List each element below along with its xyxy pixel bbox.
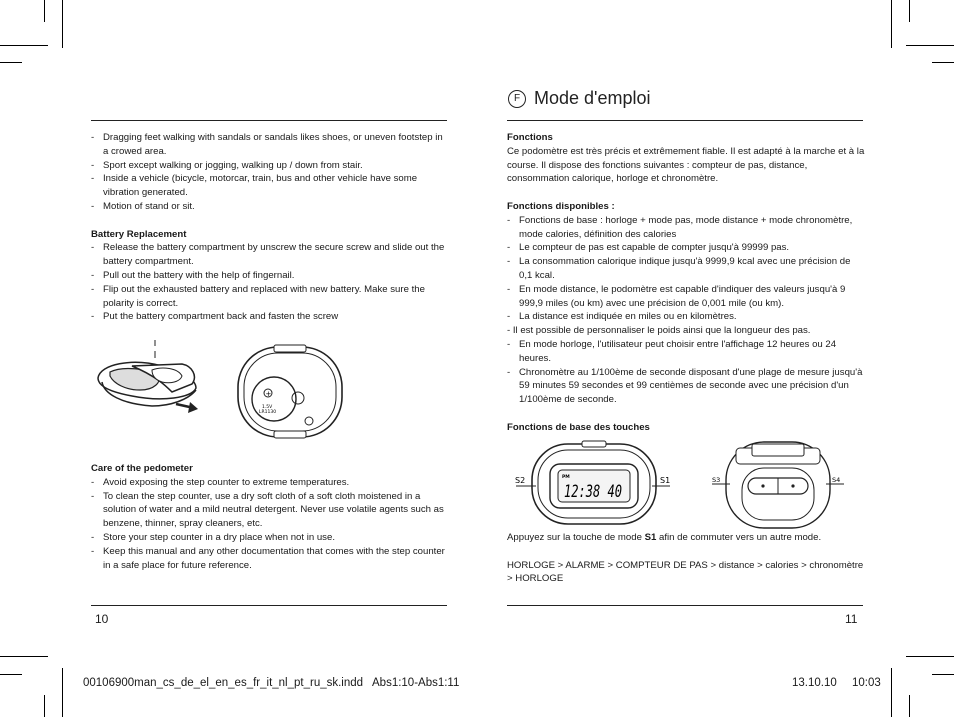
functions-text: Ce podomètre est très précis et extrêmement fiable. Il est adapté à la marche et à la course. Il dispose des fonctions suivantes : compteur de pas, distance, consommation calorique, horloge et chronomètre. xyxy=(507,145,865,185)
list-item: - Fonctions de base : horloge + mode pas, mode distance + mode chronomètre, mode calories, définition des calories xyxy=(507,214,853,240)
label-s4: S4 xyxy=(832,476,841,484)
crop-mark xyxy=(0,62,22,63)
crop-mark xyxy=(891,668,892,717)
list-item: - Dragging feet walking with sandals or sandals likes shoes, or uneven footstep in a crowed area. xyxy=(91,132,443,157)
language-badge: F xyxy=(508,90,526,108)
mode-sequence: HORLOGE > ALARME > COMPTEUR DE PAS > distance > calories > chronomètre > HORLOGE xyxy=(507,559,864,585)
left-column-care xyxy=(91,462,447,572)
crop-mark xyxy=(0,45,48,46)
display-time: 12:38 40 xyxy=(564,482,622,502)
crop-mark xyxy=(932,674,954,675)
crop-mark xyxy=(909,695,910,717)
battery-compartment-illustration xyxy=(92,336,207,416)
right-page-number: 11 xyxy=(845,612,858,626)
list-item: - To clean the step counter, use a dry soft cloth of a soft cloth moistened in a solution of water and a mild neutral detergent. Never use volatile agents such as benzene, thinner, spray cleaners, etc. xyxy=(91,490,444,530)
right-column-bottom xyxy=(507,531,865,586)
list-item: - Keep this manual and any other documentation that comes with the step counter in a safe place for future reference. xyxy=(91,545,445,571)
available-heading: Fonctions disponibles : xyxy=(507,200,615,212)
svg-text:+: + xyxy=(265,390,272,398)
device-side-illustration xyxy=(708,438,848,532)
right-top-rule xyxy=(507,120,863,121)
list-item: - Chronomètre au 1/100ème de seconde disposant d'une plage de mesure jusqu'à 59 minutes 59 secondes et 99 centièmes de seconde avec une précision d'un 1/100ème de seconde. xyxy=(507,366,863,406)
crop-mark xyxy=(891,0,892,48)
label-s3: S3 xyxy=(712,476,721,484)
label-s2: S2 xyxy=(515,476,526,485)
section-title xyxy=(508,88,651,109)
crop-mark xyxy=(44,695,45,717)
crop-mark xyxy=(0,656,48,657)
functions-heading: Fonctions xyxy=(507,132,553,143)
list-item: - Flip out the exhausted battery and replaced with new battery. Make sure the polarity is correct. xyxy=(91,283,425,309)
left-bottom-rule xyxy=(91,605,447,606)
crop-mark xyxy=(906,45,954,46)
list-item: - Le compteur de pas est capable de compter jusqu'à 99999 pas. xyxy=(507,242,790,254)
page-title: Mode d'emploi xyxy=(534,88,651,108)
list-item: - Put the battery compartment back and fasten the screw xyxy=(91,311,339,323)
list-item: - Pull out the battery with the help of fingernail. xyxy=(91,269,295,281)
list-item: - Release the battery compartment by unscrew the secure screw and slide out the battery compartment. xyxy=(91,242,445,268)
crop-mark xyxy=(0,674,22,675)
right-column-top xyxy=(507,131,865,435)
crop-mark xyxy=(909,0,910,22)
right-bottom-rule xyxy=(507,605,863,606)
mode-instruction: Appuyez sur la touche de mode S1 afin de commuter vers un autre mode. xyxy=(507,532,822,543)
crop-mark xyxy=(62,0,63,48)
display-indicator: PM xyxy=(562,475,570,480)
left-column-top xyxy=(91,131,447,324)
battery-voltage-label: 1.5V xyxy=(262,405,273,410)
crop-mark xyxy=(62,668,63,717)
list-item: - Store your step counter in a dry place when not in use. xyxy=(91,531,335,543)
left-page-number: 10 xyxy=(95,612,109,626)
list-item: - Inside a vehicle (bicycle, motorcar, train, bus and other vehicle have some vibration generated. xyxy=(91,173,418,199)
list-item: - En mode distance, le podomètre est capable d'indiquer des valeurs jusqu'à 9 999,9 miles (ou km) avec une précision de 0,001 mile (ou km). xyxy=(507,283,846,309)
crop-mark xyxy=(44,0,45,22)
list-item: - En mode horloge, l'utilisateur peut choisir entre l'affichage 12 heures ou 24 heures. xyxy=(507,338,837,364)
left-top-rule xyxy=(91,120,447,121)
list-item: - Avoid exposing the step counter to extreme temperatures. xyxy=(91,476,350,488)
list-item: - Motion of stand or sit. xyxy=(91,200,195,212)
footer-filename: 00106900man_cs_de_el_en_es_fr_it_nl_pt_ru_sk.indd Abs1:10-Abs1:11 xyxy=(83,677,460,689)
battery-heading: Battery Replacement xyxy=(91,228,187,240)
footer-time: 10:03 xyxy=(852,677,881,689)
crop-mark xyxy=(932,62,954,63)
device-front-illustration xyxy=(512,440,674,530)
list-item: - Sport except walking or jogging, walking up / down from stair. xyxy=(91,159,363,171)
list-item: - La consommation calorique indique jusqu'à 9999,9 kcal avec une précision de 0,1 kcal. xyxy=(507,256,851,281)
label-s1: S1 xyxy=(660,476,671,485)
footer-date: 13.10.10 xyxy=(792,677,837,689)
list-item: - La distance est indiquée en miles ou en kilomètres. xyxy=(507,311,737,323)
care-heading: Care of the pedometer xyxy=(91,463,193,474)
battery-type-label: LR1130 xyxy=(259,410,277,415)
buttons-heading: Fonctions de base des touches xyxy=(507,421,650,433)
crop-mark xyxy=(906,656,954,657)
device-back-illustration xyxy=(232,343,348,441)
list-item: - I l est possible de personnaliser le poids ainsi que la longueur des pas. xyxy=(507,325,811,337)
